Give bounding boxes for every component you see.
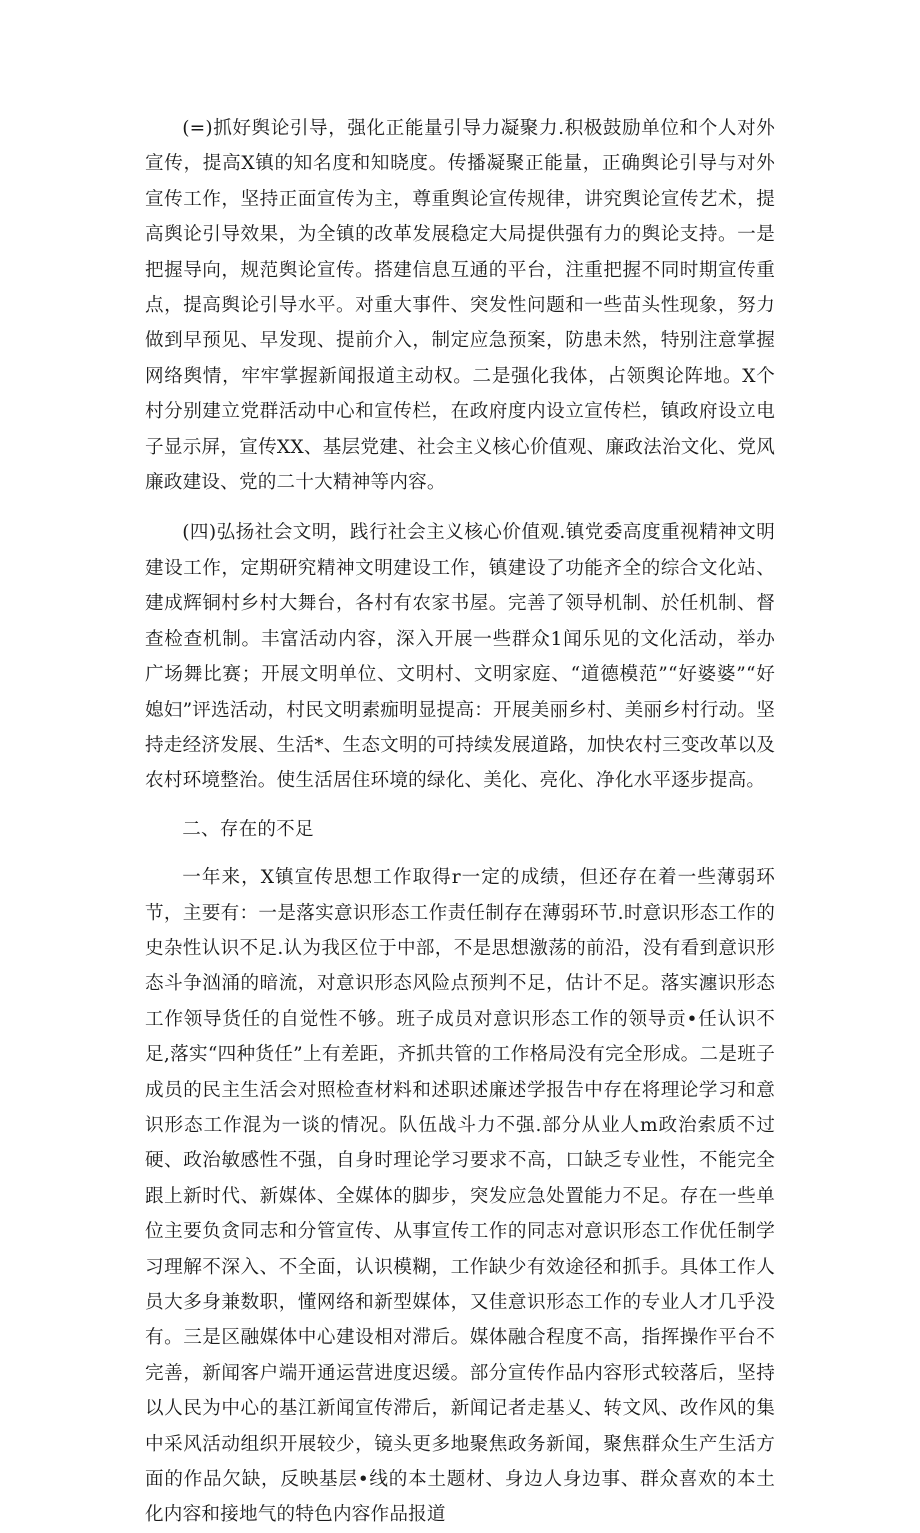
paragraph-social-civilization: (四)弘扬社会文明，践行社会主义核心价值观.镇党委高度重视精神文明建设工作，定期研究精神文明建设工作，镇建设了功能齐全的综合文化站、建成辉铜村乡村大舞台，各村有农家书屋。完善了领导机制、於任机制、督查检查机制。丰富活动内容，深入开展一些群众1闻乐见的文化活动，举办广场舞比赛；开展文明单位、文明村、文明家庭、“道德模范”“好婆婆”“好媳妇”评选活动，村民文明素痂明显提高：开展美丽乡村、美丽乡村行动。坚持走经济发展、生活*、生态文明的可持续发展道路，加快农村三变改革以及农村环境整治。使生活居住环境的绿化、美化、亮化、净化水平逐步提高。 <box>145 522 775 792</box>
paragraph-public-opinion: (=)抓好舆论引导，强化正能量引导力凝聚力.积极鼓励单位和个人对外宣传，提高X镇的知名度和知晓度。传播凝聚正能量，正确舆论引导与对外宣传工作，坚持正面宣传为主，尊重舆论宣传规律，讲究舆论宣传艺术，提高舆论引导效果，为全镇的改革发展稳定大局提供强有力的舆论支持。一是把握导向，规范舆论宣传。搭建信息互通的平台，注重把握不同时期宣传重点，提高舆论引导水平。对重大事件、突发性问题和一些苗头性现象，努力做到早预见、早发现、提前介入，制定应急预案，防患未然，特别注意掌握网络舆情，牢牢掌握新闻报道主动权。二是强化我体，占领舆论阵地。X个村分别建立党群活动中心和宣传栏，在政府度内设立宣传栏，镇政府设立电子显示屏，宣传XX、基层党建、社会主义核心价值观、廉政法治文化、党风廉政建设、党的二十大精神等内容。 <box>145 118 775 494</box>
paragraph-shortcomings-detail: 一年来，X镇宣传思想工作取得r一定的成绩，但还存在着一些薄弱环节，主要有：一是落实意识形态工作责任制存在薄弱环节.时意识形态工作的史杂性认识不足.认为我区位于中部，不是思想激荡的前沿，没有看到意识形态斗争汹涌的暗流，对意识形态风险点预判不足，估计不足。落实瀍识形态工作领导货任的自觉性不够。班子成员对意识形态工作的领导贡•任认识不足,落实“四种货任”上有差距，齐抓共管的工作格局没有完全形成。二是班子成员的民主生活会对照检查材料和述职述廉述学报告中存在将理论学习和意识形态工作混为一谈的情况。队伍战斗力不强.部分从业人m政治索质不过硬、政治敏感性不强，自身时理论学习要求不高，口缺乏专业性，不能完全跟上新时代、新媒体、全媒体的脚步，突发应急处置能力不足。存在一些单位主要负贪同志和分管宣传、从事宣传工作的同志对意识形态工作优任制学习理解不深入、不全面，认识模糊，工作缺少有效途径和抓手。具体工作人员大多身兼数职，懂网络和新型媒体，又佳意识形态工作的专业人才几乎没有。三是区融媒体中心建设相对滞后。媒体融合程度不高，指挥操作平台不完善，新闻客户端开通运营进度迟缓。部分宣传作品内容形式较落后，坚持以人民为中心的基江新闻宣传滞后，新闻记者走基乂、转文风、改作风的集中采风活动组织开展较少，镜头更多地聚焦政务新闻，聚焦群众生产生活方面的作品欠缺，反映基层•线的本土题材、身边人身边事、群众喜欢的本土化内容和接地气的特色内容作品报道 <box>145 867 775 1526</box>
section-heading-shortcomings: 二、存在的不足 <box>182 818 314 840</box>
